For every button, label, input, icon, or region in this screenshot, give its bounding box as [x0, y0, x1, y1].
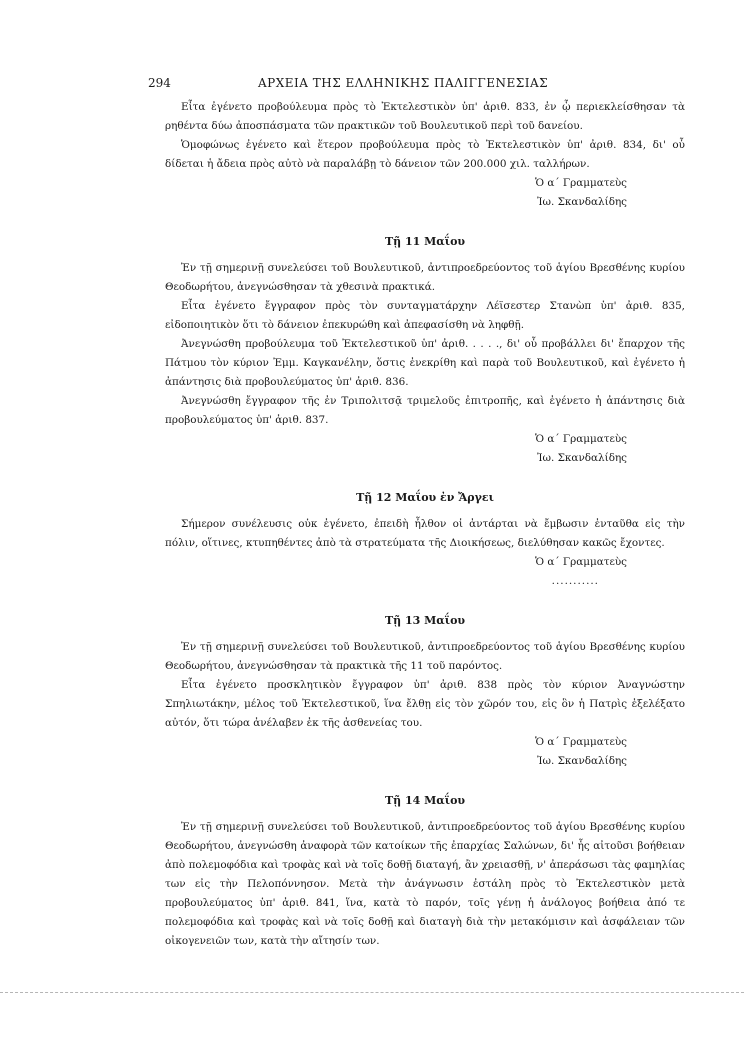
paragraph: Ἐν τῇ σημερινῇ συνελεύσει τοῦ Βουλευτικοῦ, ἀντιπροεδρεύοντος τοῦ ἁγίου Βρεσθένης κυρίου Θεοδωρήτου, ἀνεγνώσθησαν τὰ πρακτικὰ τῆς 11 τοῦ παρόντος. — [165, 641, 685, 672]
section-heading: Τῇ 13 Μαΐου — [384, 614, 466, 627]
signature-role: Ὁ α΄ Γραμματεὺς — [535, 433, 627, 445]
signature-name: Ἰω. Σκανδαλίδης — [537, 452, 627, 464]
document-body — [165, 98, 685, 951]
section-heading: Τῇ 12 Μαΐου ἐν Ἄργει — [356, 491, 494, 504]
signature-block — [165, 553, 685, 572]
running-header — [148, 76, 688, 94]
section-heading: Τῇ 14 Μαΐου — [384, 794, 466, 807]
paragraph: Σήμερον συνέλευσις οὐκ ἐγένετο, ἐπειδὴ ἦλθον οἱ ἀντάρται νὰ ἔμβωσιν ἐνταῦθα εἰς τὴν πόλιν, οἵτινες, κτυπηθέντες ἀπὸ τὰ στρατεύματα τῆς Διοικήσεως, διελύθησαν κακῶς ἔχοντες. — [165, 518, 685, 549]
paragraph: Ἀνεγνώσθη προβούλευμα τοῦ Ἐκτελεστικοῦ ὑπ' ἀριθ. . . . ., δι' οὗ προβάλλει δι' ἔπαρχον τῆς Πάτμου τὸν κύριον Ἐμμ. Καγκανέλην, ὅστις ἐνεκρίθη καὶ παρὰ τοῦ Βουλευτικοῦ, καὶ ἐγένετο ἡ ἀπάντησις διὰ προβουλεύματος ὑπ' ἀριθ. 836. — [165, 338, 685, 388]
signature-name: Ἰω. Σκανδαλίδης — [537, 196, 627, 208]
signature-role: Ὁ α΄ Γραμματεὺς — [535, 177, 627, 189]
signature-name: Ἰω. Σκανδαλίδης — [537, 755, 627, 767]
signature-placeholder-dots: ........... — [551, 575, 599, 587]
running-title: ΑΡΧΕΙΑ ΤΗΣ ΕΛΛΗΝΙΚΗΣ ΠΑΛΙΓΓΕΝΕΣΙΑΣ — [258, 76, 549, 90]
paragraph: Εἶτα ἐγένετο προβούλευμα πρὸς τὸ Ἐκτελεστικὸν ὑπ' ἀριθ. 833, ἐν ᾧ περιεκλείσθησαν τὰ ρηθέντα δύω ἀποσπάσματα τῶν πρακτικῶν τοῦ Βουλευτικοῦ περὶ τοῦ δανείου. — [165, 101, 685, 132]
scan-edge-rule — [0, 992, 744, 994]
signature-block — [165, 174, 685, 212]
signature-role: Ὁ α΄ Γραμματεὺς — [535, 736, 627, 748]
paragraph: Ἐν τῇ σημερινῇ συνελεύσει τοῦ Βουλευτικοῦ, ἀντιπροεδρεύοντος τοῦ ἁγίου Βρεσθένης κυρίου Θεοδωρήτου, ἀνεγνώσθη ἀναφορὰ τῶν κατοίκων τῆς ἐπαρχίας Σαλώνων, δι' ἧς αἰτοῦσι βοήθειαν ἀπὸ πολεμοφόδια καὶ τροφὰς καὶ νὰ τοῖς δοθῇ διαταγή, ἂν χρειασθῇ, ν' ἀπεράσωσι τὰς φαμηλίας των εἰς τὴν Πελοπόννησον. Μετὰ τὴν ἀνάγνωσιν ἐστάλη πρὸς τὸ Ἐκτελεστικὸν μετὰ προβουλεύματος ὑπ' ἀριθ. 841, ἵνα, κατὰ τὸ παρόν, τοῖς γένῃ ἡ ἀνάλογος βοήθεια ἀπό τε πολεμοφόδια καὶ τροφὰς καὶ νὰ τοῖς δοθῇ καὶ διαταγὴ διὰ τὴν μετακόμισιν καὶ ἀσφάλειαν τῶν οἰκογενειῶν των, κατὰ τὴν αἴτησίν των. — [165, 821, 685, 947]
signature-role: Ὁ α΄ Γραμματεὺς — [535, 556, 627, 568]
paragraph: Εἶτα ἐγένετο ἔγγραφον πρὸς τὸν συνταγματάρχην Λέϊσεστερ Στανὼπ ὑπ' ἀριθ. 835, εἰδοποιητικὸν ὅτι τὸ δάνειον ἐπεκυρώθη καὶ ἀπεφασίσθη νὰ ληφθῇ. — [165, 300, 685, 331]
paragraph: Ἀνεγνώσθη ἔγγραφον τῆς ἐν Τριπολιτσᾷ τριμελοῦς ἐπιτροπῆς, καὶ ἐγένετο ἡ ἀπάντησις διὰ προβουλεύματος ὑπ' ἀριθ. 837. — [165, 395, 685, 426]
page-number: 294 — [148, 76, 171, 90]
signature-block — [165, 430, 685, 468]
signature-block — [165, 733, 685, 771]
paragraph: Ὁμοφώνως ἐγένετο καὶ ἕτερον προβούλευμα πρὸς τὸ Ἐκτελεστικὸν ὑπ' ἀριθ. 834, δι' οὗ δίδεται ἡ ἄδεια πρὸς αὐτὸ νὰ παραλάβῃ τὸ δάνειον τῶν 200.000 χιλ. ταλλήρων. — [165, 139, 685, 170]
section-heading: Τῇ 11 Μαΐου — [384, 235, 466, 248]
paragraph: Εἶτα ἐγένετο προσκλητικὸν ἔγγραφον ὑπ' ἀριθ. 838 πρὸς τὸν κύριον Ἀναγνώστην Σπηλιωτάκην, μέλος τοῦ Ἐκτελεστικοῦ, ἵνα ἔλθῃ εἰς τὸν χῶρόν του, εἰς ὃν ἡ Πατρὶς ἐξελέξατο αὐτόν, ὅτι τώρα ἀνέλαβεν ἐκ τῆς ἀσθενείας του. — [165, 679, 685, 729]
paragraph: Ἐν τῇ σημερινῇ συνελεύσει τοῦ Βουλευτικοῦ, ἀντιπροεδρεύοντος τοῦ ἁγίου Βρεσθένης κυρίου Θεοδωρήτου, ἀνεγνώσθησαν τὰ χθεσινὰ πρακτικά. — [165, 262, 685, 293]
